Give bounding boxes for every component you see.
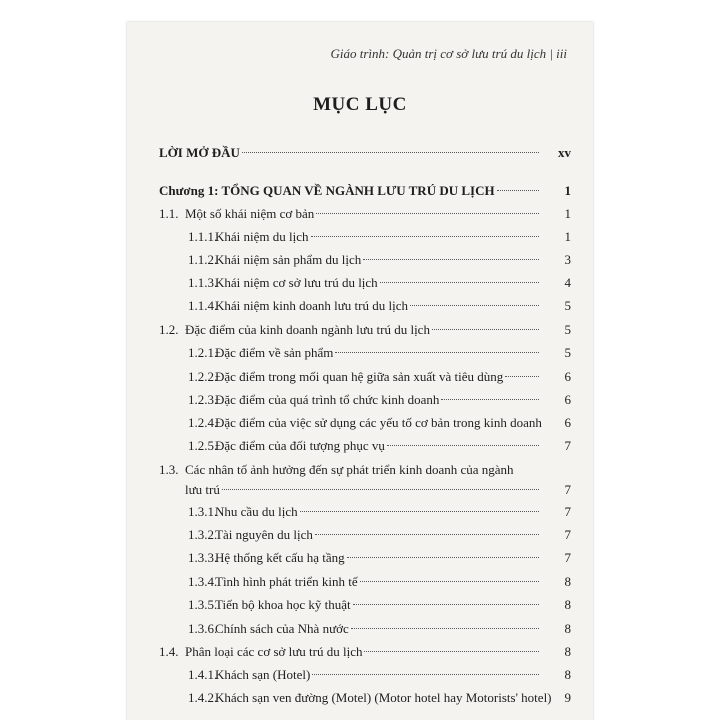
toc-entry-number: 1.2.3. [188, 392, 218, 407]
toc-leader-dots [497, 190, 539, 191]
toc-leader-dots [387, 445, 539, 446]
toc-entry-number: 1.4.1. [188, 667, 218, 682]
toc-page-number: 8 [564, 574, 571, 589]
toc-page-number: 5 [564, 298, 571, 313]
toc-entry[interactable] [127, 503, 593, 521]
toc-entry[interactable] [127, 205, 593, 223]
toc-page-number: 1 [564, 229, 571, 244]
toc-entry[interactable] [127, 689, 593, 707]
toc-entry-number: 1.4. [159, 644, 179, 659]
toc-entry-number: 1.3.1. [188, 504, 218, 519]
toc-leader-dots [311, 236, 539, 237]
toc-leader-dots [316, 213, 539, 214]
toc-entry[interactable] [127, 596, 593, 614]
toc-entry[interactable] [127, 414, 593, 432]
toc-entry-number: 1.4.2. [188, 690, 218, 705]
toc-entry-text-line1: Các nhân tố ảnh hưởng đến sự phát triển kinh doanh của ngành [185, 462, 514, 477]
toc-entry-text: Nhu cầu du lịch [215, 504, 298, 519]
toc-entry[interactable] [127, 297, 593, 315]
page-title: MỤC LỤC [313, 94, 407, 115]
toc-entry-number: 1.2.2. [188, 369, 218, 384]
toc-entry[interactable] [127, 344, 593, 362]
toc-page-number: 8 [564, 644, 571, 659]
toc-entry-text: Tiến bộ khoa học kỹ thuật [215, 597, 351, 612]
toc-entry-number: 1.3.6. [188, 621, 218, 636]
toc-entry-number: 1.1.2. [188, 252, 218, 267]
toc-leader-dots [315, 534, 539, 535]
toc-page-number: 7 [564, 550, 571, 565]
toc-leader-dots [242, 152, 539, 153]
toc-page-number: 8 [564, 597, 571, 612]
toc-entry[interactable] [127, 481, 593, 499]
toc-entry-text: Khái niệm du lịch [215, 229, 309, 244]
toc-entry-text: Đặc điểm về sản phẩm [215, 345, 334, 360]
toc-entry-number: 1.3.4. [188, 574, 218, 589]
toc-entry-text: Đặc điểm của kinh doanh ngành lưu trú du lịch [185, 322, 430, 337]
toc-entry-text: Đặc điểm trong mối quan hệ giữa sản xuất và tiêu dùng [215, 369, 504, 384]
toc-entry[interactable] [127, 391, 593, 409]
toc-leader-dots [363, 259, 539, 260]
toc-page-number: 8 [564, 667, 571, 682]
toc-leader-dots [335, 352, 539, 353]
toc-page-number: 7 [564, 504, 571, 519]
toc-entry[interactable] [127, 274, 593, 292]
toc-entry-text: lưu trú [185, 482, 220, 497]
toc-entry-number: 1.1.1. [188, 229, 218, 244]
toc-entry-number: 1.1.3. [188, 275, 218, 290]
toc-entry-text: Tài nguyên du lịch [215, 527, 313, 542]
toc-entry[interactable] [127, 228, 593, 246]
toc-page-number: 7 [564, 438, 571, 453]
toc-entry[interactable] [127, 526, 593, 544]
toc-entry-number: 1.1. [159, 206, 179, 221]
toc-leader-dots [353, 604, 539, 605]
toc-entry[interactable] [127, 643, 593, 661]
toc-leader-dots [364, 651, 539, 652]
toc-leader-dots [347, 557, 539, 558]
table-of-contents [127, 22, 593, 720]
toc-entry-text: Chính sách của Nhà nước [215, 621, 349, 636]
toc-entry[interactable] [127, 437, 593, 455]
toc-leader-dots [505, 376, 539, 377]
toc-leader-dots [351, 628, 539, 629]
toc-leader-dots [222, 489, 539, 490]
toc-entry-text: Tình hình phát triển kinh tế [215, 574, 358, 589]
toc-entry-text: Khách sạn ven đường (Motel) (Motor hotel hay Motorists' hotel) [215, 690, 552, 705]
toc-leader-dots [360, 581, 539, 582]
toc-entry-text: Khách sạn (Hotel) [215, 667, 311, 682]
toc-page-number: 9 [564, 690, 571, 705]
toc-entry[interactable] [127, 251, 593, 269]
toc-entry-text: Đặc điểm của việc sử dụng các yếu tố cơ bản trong kinh doanh [215, 415, 542, 430]
toc-leader-dots [312, 674, 539, 675]
toc-entry[interactable] [127, 620, 593, 638]
toc-entry[interactable] [127, 144, 593, 162]
toc-leader-dots [441, 399, 539, 400]
toc-leader-dots [380, 282, 539, 283]
toc-entry-text: Khái niệm kinh doanh lưu trú du lịch [215, 298, 408, 313]
toc-entry-number: 1.1.4. [188, 298, 218, 313]
toc-page-number: 1 [564, 183, 571, 198]
toc-entry-text: LỜI MỞ ĐẦU [159, 145, 240, 160]
toc-entry-number: 1.2.5. [188, 438, 218, 453]
toc-entry-number: 1.2.4. [188, 415, 218, 430]
toc-entry-number: 1.3.3. [188, 550, 218, 565]
toc-entry[interactable] [127, 182, 593, 200]
book-page [127, 22, 593, 720]
toc-page-number: 7 [564, 527, 571, 542]
toc-page-number: 3 [564, 252, 571, 267]
toc-page-number: 6 [564, 392, 571, 407]
toc-entry-text: Hệ thống kết cấu hạ tầng [215, 550, 345, 565]
toc-page-number: xv [558, 145, 571, 160]
toc-page-number: 6 [564, 369, 571, 384]
running-header: Giáo trình: Quản trị cơ sở lưu trú du lịch | iii [330, 46, 567, 61]
toc-leader-dots [432, 329, 539, 330]
toc-leader-dots [410, 305, 539, 306]
toc-entry-number: 1.3.5. [188, 597, 218, 612]
toc-leader-dots [300, 511, 539, 512]
toc-entry-text: Đặc điểm của đối tượng phục vụ [215, 438, 385, 453]
toc-page-number: 1 [564, 206, 571, 221]
toc-entry-text: Phân loại các cơ sở lưu trú du lịch [185, 644, 363, 659]
toc-entry-text: Đặc điểm của quá trình tổ chức kinh doanh [215, 392, 440, 407]
toc-entry[interactable] [127, 549, 593, 567]
toc-entry-number: 1.3. [159, 462, 179, 477]
toc-entry-text: Khái niệm sản phẩm du lịch [215, 252, 362, 267]
toc-page-number: 8 [564, 621, 571, 636]
toc-entry[interactable] [127, 321, 593, 339]
toc-page-number: 7 [564, 482, 571, 497]
toc-entry[interactable] [127, 666, 593, 684]
toc-page-number: 4 [564, 275, 571, 290]
toc-entry-text: Khái niệm cơ sở lưu trú du lịch [215, 275, 378, 290]
toc-entry[interactable] [127, 573, 593, 591]
toc-page-number: 5 [564, 322, 571, 337]
toc-entry-number: 1.2.1. [188, 345, 218, 360]
toc-entry-number: 1.2. [159, 322, 179, 337]
toc-entry-number: 1.3.2. [188, 527, 218, 542]
toc-page-number: 6 [564, 415, 571, 430]
toc-page-number: 5 [564, 345, 571, 360]
toc-entry-text: Một số khái niệm cơ bản [185, 206, 315, 221]
toc-entry-text: Chương 1: TỔNG QUAN VỀ NGÀNH LƯU TRÚ DU LỊCH [159, 183, 495, 198]
toc-entry[interactable] [127, 368, 593, 386]
